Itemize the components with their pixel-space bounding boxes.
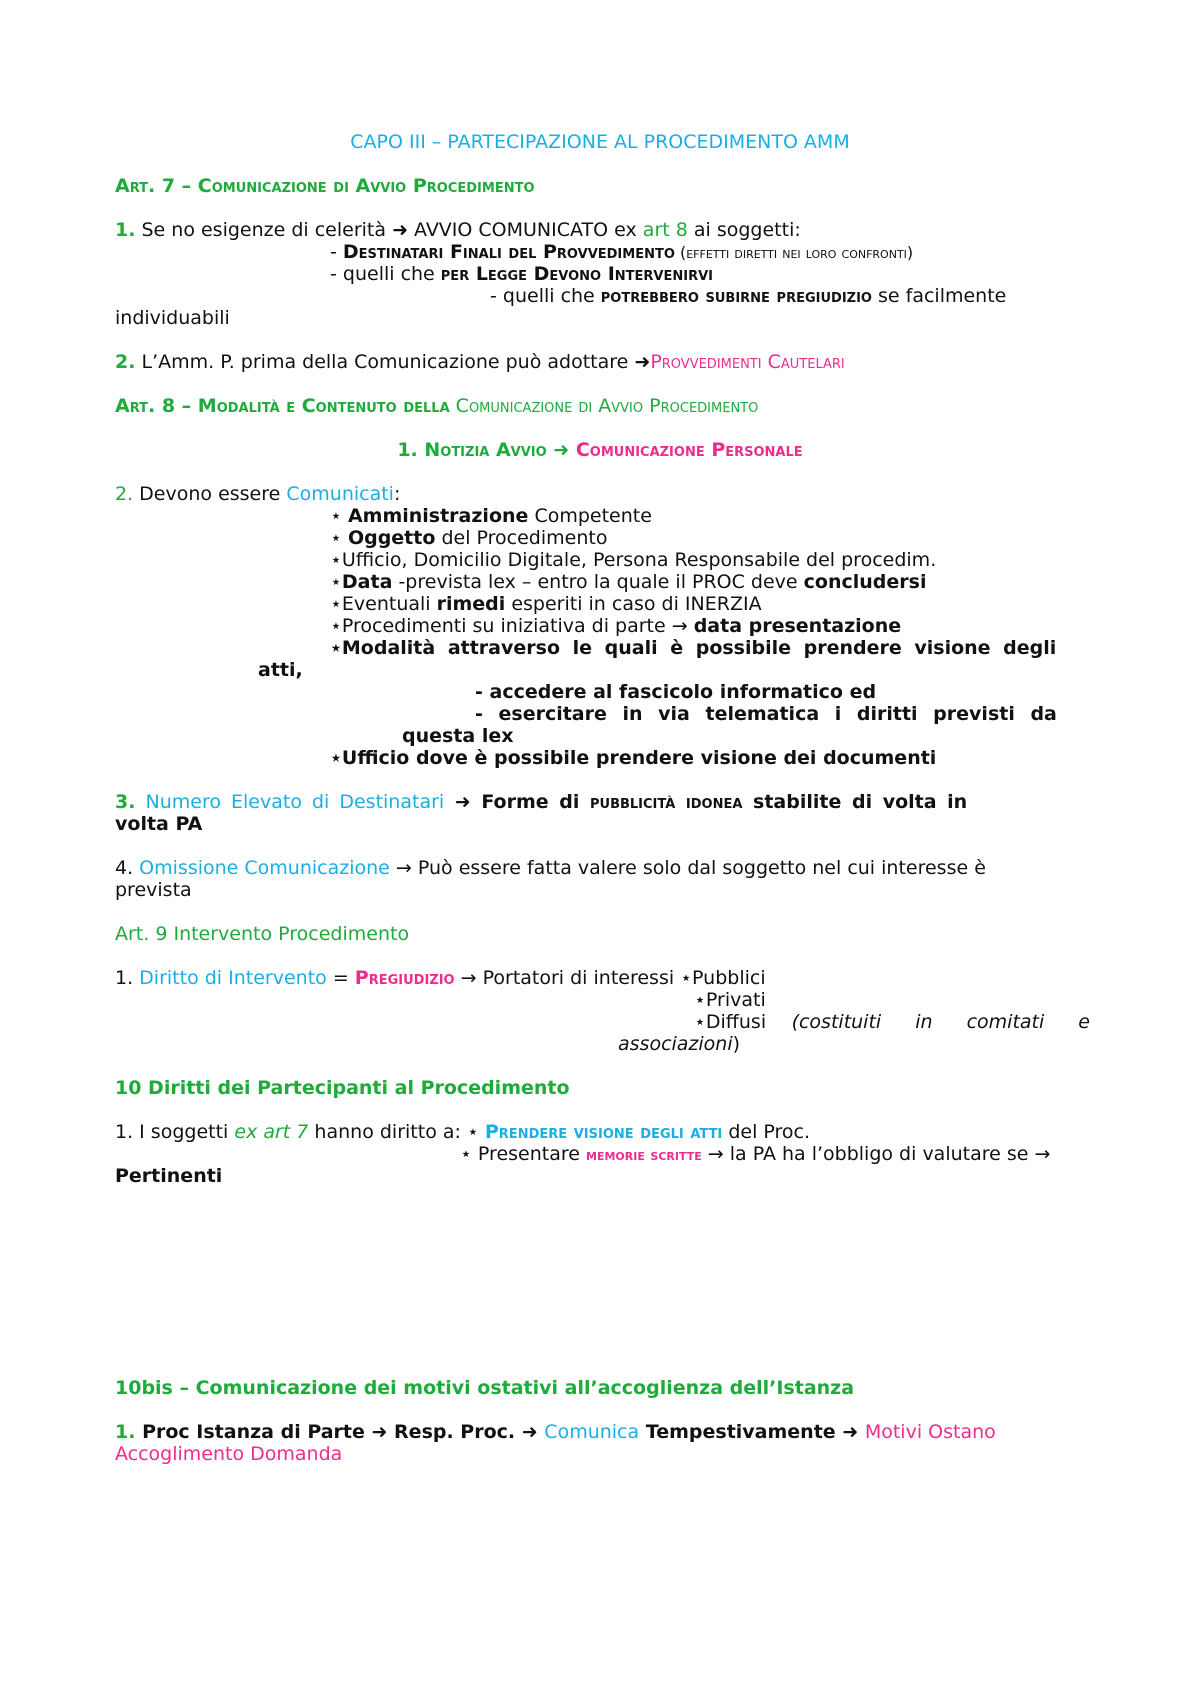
tempestivamente: Tempestivamente ➜: [639, 1421, 865, 1443]
art7-p1-text: Se no esigenze di celerità ➜: [141, 219, 415, 241]
colon: :: [393, 483, 401, 505]
data: Data: [341, 571, 393, 593]
notizia-avvio: 1. Notizia Avvio ➜: [397, 439, 576, 461]
art8-p4-number: 4.: [115, 857, 134, 879]
comunicati: Comunicati: [286, 483, 394, 505]
concludersi: concludersi: [803, 571, 927, 593]
art8-star-4: [330, 570, 926, 594]
stabilite: stabilite di volta in: [742, 791, 968, 813]
potrebbero-subirne: potrebbero subirne pregiudizio: [600, 285, 872, 307]
art10bis-paragraph-1-cont: Accoglimento Domanda: [115, 1443, 343, 1465]
art9-paragraph-1: [115, 966, 766, 990]
competente: Competente: [528, 505, 652, 527]
pubblicita-idonea: pubblicità idonea: [589, 791, 743, 813]
procedimenti-iniziativa: ⋆Procedimenti su iniziativa di parte →: [330, 615, 694, 637]
puo-essere: → Può essere fatta valere solo dal soggetto nel cui interesse è: [389, 857, 986, 879]
art9-diffusi-cont: [618, 1032, 740, 1056]
ex-art-7: ex art 7: [234, 1121, 309, 1143]
art8-star-2: [330, 526, 607, 550]
art8-p3-number: 3.: [115, 791, 136, 813]
art9-privati: ⋆Privati: [694, 989, 766, 1011]
art8-paragraph-2: [115, 482, 400, 506]
art10-pertinenti: Pertinenti: [115, 1165, 223, 1187]
inerzia: esperiti in caso di INERZIA: [505, 593, 762, 615]
i-soggetti: 1. I soggetti: [115, 1121, 235, 1143]
effetti-diretti: (effetti diretti nei loro confronti): [674, 243, 914, 262]
prevista-lex: -prevista lex – entro la quale il PROC deve: [392, 571, 804, 593]
motivi-ostano: Motivi Ostano: [864, 1421, 996, 1443]
quelli-che-2: - quelli che: [490, 285, 601, 307]
art9-p1-number: 1.: [115, 967, 134, 989]
del-procedimento: del Procedimento: [435, 527, 608, 549]
memorie-scritte: memorie scritte: [586, 1145, 702, 1164]
destinatari-finali: Destinatari Finali del Provvedimento: [342, 241, 675, 263]
art7-paragraph-2: [115, 350, 845, 374]
art7-p1-art8: art 8: [642, 219, 688, 241]
dash: -: [330, 241, 343, 263]
numero-elevato: Numero Elevato di Destinatari: [135, 791, 445, 813]
oggetto: Oggetto: [347, 527, 436, 549]
presentare: ⋆ Presentare: [460, 1143, 586, 1165]
star-icon: ⋆: [330, 571, 342, 593]
art7-p2-number: 2.: [115, 351, 136, 373]
art10-paragraph-1: [115, 1120, 810, 1144]
art8-heading-bold: Art. 8 – Modalità e Contenuto della: [115, 395, 450, 417]
art9-diffusi: [694, 1010, 1090, 1034]
art8-paragraph-4: [115, 856, 986, 880]
hanno-diritto: hanno diritto a: ⋆: [308, 1121, 485, 1143]
art7-p1-ex: ex: [608, 219, 643, 241]
art7-destinatari-3-cont: individuabili: [115, 307, 230, 329]
art8-heading-rest: Comunicazione di Avvio Procedimento: [449, 395, 759, 417]
amministrazione: Amministrazione: [347, 505, 529, 527]
page-title: CAPO III – PARTECIPAZIONE AL PROCEDIMENTO AMM: [350, 131, 850, 153]
art7-heading: Art. 7 – Comunicazione di Avvio Procedimento: [115, 175, 535, 197]
art7-p1-number: 1.: [115, 219, 136, 241]
art10bis-p1-number: 1.: [115, 1421, 136, 1443]
art8-star-5: [330, 592, 762, 616]
art8-star-7-sub-2-cont: questa lex: [402, 725, 514, 747]
art8-star-7-sub-1: - accedere al fascicolo informatico ed: [475, 681, 877, 703]
art7-destinatari-2: [330, 262, 713, 286]
art8-star-7-sub-2: - esercitare in via telematica i diritti previsti da: [475, 703, 1057, 725]
art8-star-8: ⋆Ufficio dove è possibile prendere visione dei documenti: [330, 747, 937, 769]
art8-star-7-cont: atti,: [258, 659, 303, 681]
del-proc: del Proc.: [722, 1121, 811, 1143]
quelli-che: - quelli che: [330, 263, 441, 285]
art8-star-3: ⋆Ufficio, Domicilio Digitale, Persona Responsabile del procedim.: [330, 549, 937, 571]
associazioni: associazioni: [618, 1033, 733, 1055]
art8-star-7: ⋆Modalità attraverso le quali è possibile prendere visione degli: [330, 637, 1057, 659]
art7-p1-end: ai soggetti:: [687, 219, 801, 241]
star-icon: ⋆: [330, 527, 348, 549]
close-paren: ): [732, 1033, 741, 1055]
art8-heading: [115, 394, 758, 418]
equals: =: [326, 967, 355, 989]
art8-star-6: [330, 614, 901, 638]
eventuali: ⋆Eventuali: [330, 593, 437, 615]
art7-p2-text: L’Amm. P. prima della Comunicazione può adottare ➜: [135, 351, 651, 373]
per-legge: per Legge Devono Intervenirvi: [440, 263, 713, 285]
art7-p1-avvio: AVVIO COMUNICATO: [414, 219, 609, 241]
art9-heading: Art. 9 Intervento Procedimento: [115, 923, 410, 945]
art8-p2-number: 2.: [115, 483, 134, 505]
art8-star-1: [330, 504, 652, 528]
art10-heading: 10 Diritti dei Partecipanti al Procedimento: [115, 1077, 570, 1099]
star-icon: ⋆: [330, 505, 348, 527]
art8-paragraph-1: [0, 438, 1200, 462]
art8-paragraph-4-cont: prevista: [115, 879, 192, 901]
omissione-comunicazione: Omissione Comunicazione: [133, 857, 390, 879]
art8-paragraph-3: [115, 790, 967, 814]
obbligo-valutare: → la PA ha l’obbligo di valutare se →: [701, 1143, 1051, 1165]
comunicazione-personale: Comunicazione Personale: [575, 439, 803, 461]
forme-di: ➜ Forme di: [444, 791, 590, 813]
art8-paragraph-3-cont: volta PA: [115, 813, 203, 835]
pregiudizio: Pregiudizio: [354, 967, 455, 989]
provvedimenti-cautelari: Provvedimenti Cautelari: [650, 351, 845, 373]
rimedi: rimedi: [436, 593, 506, 615]
comunica: Comunica: [544, 1421, 640, 1443]
costituiti: (costituiti in comitati e: [791, 1011, 1090, 1033]
se-facilmente: se facilmente: [871, 285, 1007, 307]
art7-paragraph-1: [115, 218, 801, 242]
art7-destinatari-3: [490, 284, 1006, 308]
art10bis-heading: 10bis – Comunicazione dei motivi ostativi all’accoglienza dell’Istanza: [115, 1377, 855, 1399]
art10-paragraph-1-b: [460, 1142, 1050, 1167]
prendere-visione: Prendere visione degli atti: [484, 1121, 723, 1143]
proc-istanza: Proc Istanza di Parte ➜ Resp. Proc. ➜: [135, 1421, 545, 1443]
diffusi: ⋆Diffusi: [694, 1011, 767, 1033]
data-presentazione: data presentazione: [693, 615, 902, 637]
diritto-intervento: Diritto di Intervento: [133, 967, 327, 989]
art10bis-paragraph-1: [115, 1420, 996, 1444]
devono-essere: Devono essere: [133, 483, 287, 505]
portatori-interessi: → Portatori di interessi ⋆Pubblici: [454, 967, 766, 989]
